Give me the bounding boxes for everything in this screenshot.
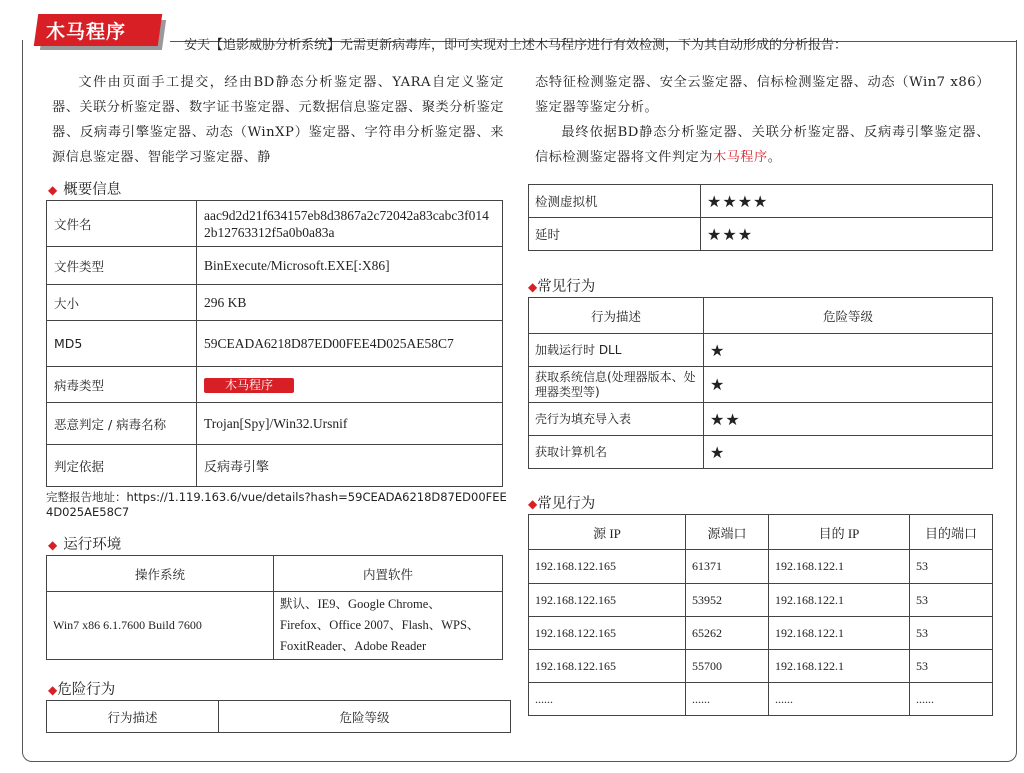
danger-table — [46, 700, 511, 733]
overview-table — [46, 200, 503, 487]
table-row: 源 IP 源端口 目的 IP 目的端口 — [529, 515, 993, 550]
table-row: 判定依据 反病毒引擎 — [47, 445, 503, 487]
table-row: 大小 296 KB — [47, 285, 503, 321]
table-row: 壳行为填充导入表 ★★ — [529, 403, 993, 436]
md5-value: 59CEADA6218D87ED00FEE4D025AE58C7 — [197, 321, 503, 367]
danger-level-stars: ★★★ — [701, 218, 993, 251]
table-row: 加载运行时 DLL ★ — [529, 334, 993, 367]
table-row: 延时 ★★★ — [529, 218, 993, 251]
table-row: 恶意判定 / 病毒名称 Trojan[Spy]/Win32.Ursnif — [47, 403, 503, 445]
section-badge — [36, 14, 166, 52]
network-table — [528, 514, 993, 716]
verdict-highlight: 木马程序 — [712, 150, 768, 165]
diamond-icon: ◆ — [528, 497, 538, 511]
danger-title: ◆危险行为 — [48, 682, 116, 698]
diamond-icon: ◆ — [48, 183, 58, 197]
size-value: 296 KB — [197, 285, 503, 321]
virus-type-badge: 木马程序 — [204, 378, 294, 393]
diamond-icon: ◆ — [528, 280, 538, 294]
common-behavior-title: ◆常见行为 — [528, 279, 596, 295]
danger-level-stars: ★ — [704, 367, 993, 403]
header-description: 安天【追影威胁分析系统】无需更新病毒库，即可实现对上述木马程序进行有效检测，下为其自动形成的分析报告： — [184, 38, 848, 53]
intro-paragraph-1-cont: 态特征检测鉴定器、安全云鉴定器、信标检测鉴定器、动态（Win7 x86）鉴定器等鉴定分析。 — [535, 75, 990, 115]
table-row — [47, 592, 503, 660]
common-behavior-table — [528, 297, 993, 469]
table-row: 检测虚拟机 ★★★★ — [529, 185, 993, 218]
table-row: MD5 59CEADA6218D87ED00FEE4D025AE58C7 — [47, 321, 503, 367]
malware-name-value: Trojan[Spy]/Win32.Ursnif — [197, 403, 503, 445]
danger-level-stars: ★★★★ — [701, 185, 993, 218]
environment-title: ◆ 运行环境 — [48, 537, 122, 553]
software-value: 默认、IE9、Google Chrome、 Firefox、Office 2007、Flash、WPS、 FoxitReader、Adobe Reader — [274, 592, 503, 660]
table-row: 192.168.122.165 53952 192.168.122.1 53 — [529, 584, 993, 617]
table-row: 192.168.122.165 55700 192.168.122.1 53 — [529, 650, 993, 683]
table-row: 文件名 aac9d2d21f634157eb8d3867a2c72042a83cabc3f0142b12763312f5a0b0a83a — [47, 201, 503, 247]
intro-paragraph-2: 最终依据BD静态分析鉴定器、关联分析鉴定器、反病毒引擎鉴定器、信标检测鉴定器将文件判定为木马程序。 — [535, 125, 990, 165]
report-link[interactable]: 完整报告地址：https://1.119.163.6/vue/details?hash=59CEADA6218D87ED00FEE4D025AE58C7 — [46, 490, 507, 519]
danger-table-continued — [528, 184, 993, 251]
table-row: 行为描述 危险等级 — [529, 298, 993, 334]
danger-level-stars: ★ — [704, 436, 993, 469]
overview-title: ◆ 概要信息 — [48, 182, 122, 198]
table-row: 操作系统 内置软件 — [47, 556, 503, 592]
table-row: 行为描述 危险等级 — [47, 701, 511, 733]
intro-left-column — [52, 70, 504, 170]
intro-paragraph-1: 文件由页面手工提交，经由BD静态分析鉴定器、YARA自定义鉴定器、关联分析鉴定器、数字证书鉴定器、元数据信息鉴定器、聚类分析鉴定器、反病毒引擎鉴定器、动态（WinXP）鉴定器、字符串分析鉴定器、来源信息鉴定器、智能学习鉴定器、静 — [52, 75, 504, 165]
diamond-icon: ◆ — [48, 538, 58, 552]
table-row: 192.168.122.165 61371 192.168.122.1 53 — [529, 550, 993, 584]
os-value: Win7 x86 6.1.7600 Build 7600 — [47, 592, 274, 660]
table-row: ...... ...... ...... ...... — [529, 683, 993, 716]
diamond-icon: ◆ — [48, 683, 58, 697]
basis-value: 反病毒引擎 — [197, 445, 503, 487]
intro-right-column — [535, 70, 990, 170]
table-row: 获取计算机名 ★ — [529, 436, 993, 469]
table-row: 文件类型 BinExecute/Microsoft.EXE[:X86] — [47, 247, 503, 285]
file-name-value: aac9d2d21f634157eb8d3867a2c72042a83cabc3f0142b12763312f5a0b0a83a — [197, 201, 503, 247]
danger-level-stars: ★ — [704, 334, 993, 367]
table-row: 获取系统信息(处理器版本、处理器类型等) ★ — [529, 367, 993, 403]
file-type-value: BinExecute/Microsoft.EXE[:X86] — [197, 247, 503, 285]
badge-label: 木马程序 — [46, 21, 127, 43]
network-title: ◆常见行为 — [528, 496, 596, 512]
environment-table — [46, 555, 503, 660]
table-row: 病毒类型 木马程序 — [47, 367, 503, 403]
table-row: 192.168.122.165 65262 192.168.122.1 53 — [529, 617, 993, 650]
danger-level-stars: ★★ — [704, 403, 993, 436]
